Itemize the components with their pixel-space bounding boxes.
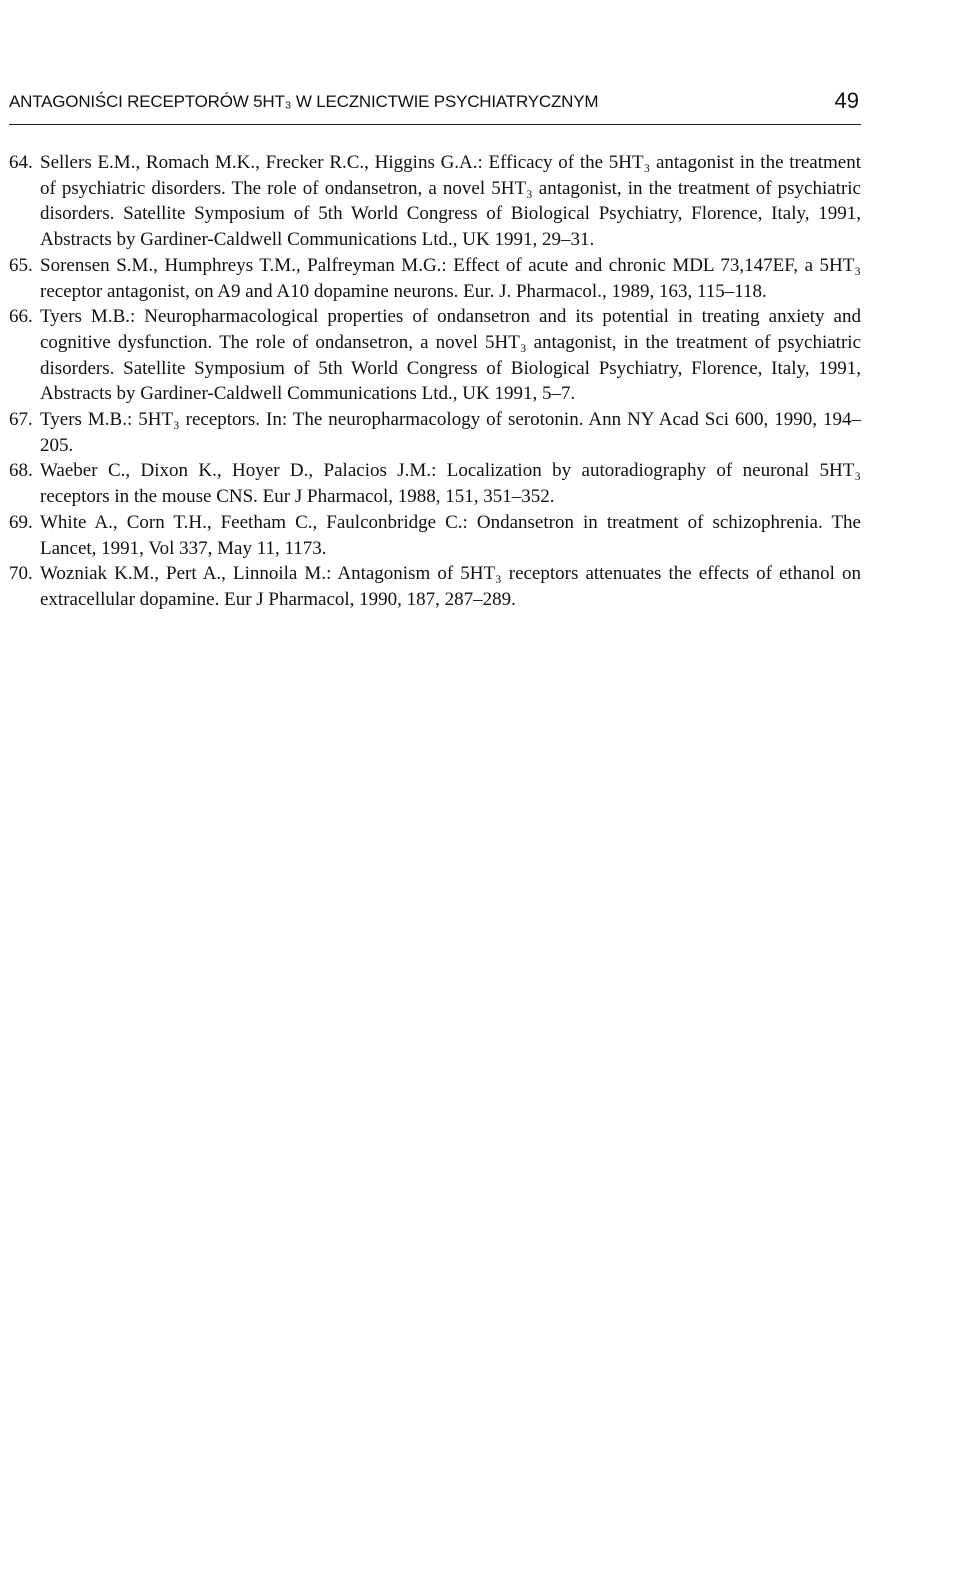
reference-text: White A., Corn T.H., Feetham C., Faulconbridge C.: Ondansetron in treatment of schizophrenia. The Lancet, 1991, Vol 337, May 11, 1173. (40, 511, 861, 559)
reference-number: 65. (9, 254, 33, 276)
reference-number: 69. (9, 511, 33, 533)
reference-list (9, 150, 861, 613)
reference-text: Sorensen S.M., Humphreys T.M., Palfreyman M.G.: Effect of acute and chronic MDL 73,147EF, a 5HT₃ receptor antagonist, on A9 and A10 dopamine neurons. Eur. J. Pharmacol., 1989, 163, 115–118. (40, 254, 861, 302)
reference-item-64 (9, 150, 861, 253)
reference-text: Tyers M.B.: 5HT₃ receptors. In: The neuropharmacology of serotonin. Ann NY Acad Sci 600, 1990, 194–205. (40, 409, 861, 456)
reference-item-68 (9, 458, 861, 509)
reference-text: Tyers M.B.: Neuropharmacological properties of ondansetron and its potential in treating anxiety and cognitive dysfunction. The role of ondansetron, a novel 5HT₃ antagonist, in the treatment of psychiatric disorders. Satellite Symposium of 5th World Congress of Biological Psychiatry, Florence, Italy, 1991, Abstracts by Gardiner-Caldwell Communications Ltd., UK 1991, 5–7. (40, 306, 861, 405)
reference-item-66 (9, 304, 861, 407)
reference-item-69 (9, 510, 861, 561)
reference-number: 70. (9, 563, 33, 585)
reference-text: Sellers E.M., Romach M.K., Frecker R.C., Higgins G.A.: Efficacy of the 5HT₃ antagonist in the treatment of psychiatric disorders. The role of ondansetron, a novel 5HT₃ antagonist, in the treatment of psychiatric disorders. Satellite Symposium of 5th World Congress of Biological Psychiatry, Florence, Italy, 1991, Abstracts by Gardiner-Caldwell Communications Ltd., UK 1991, 29–31. (40, 152, 861, 251)
running-title: ANTAGONIŚCI RECEPTORÓW 5HT₃ W LECZNICTWIE PSYCHIATRYCZNYM (9, 92, 599, 111)
reference-text: Waeber C., Dixon K., Hoyer D., Palacios J.M.: Localization by autoradiography of neuronal 5HT₃ receptors in the mouse CNS. Eur J Pharmacol, 1988, 151, 351–352. (40, 460, 861, 508)
reference-item-67 (9, 407, 861, 458)
page-number: 49 (834, 88, 859, 113)
reference-item-65 (9, 253, 861, 304)
reference-text: Wozniak K.M., Pert A., Linnoila M.: Antagonism of 5HT₃ receptors attenuates the effects of ethanol on extracellular dopamine. Eur J Pharmacol, 1990, 187, 287–289. (40, 563, 861, 610)
reference-number: 68. (9, 460, 33, 482)
reference-number: 67. (9, 409, 33, 431)
running-header (9, 88, 861, 125)
reference-number: 66. (9, 306, 33, 328)
reference-number: 64. (9, 152, 33, 173)
reference-item-70 (9, 561, 861, 612)
